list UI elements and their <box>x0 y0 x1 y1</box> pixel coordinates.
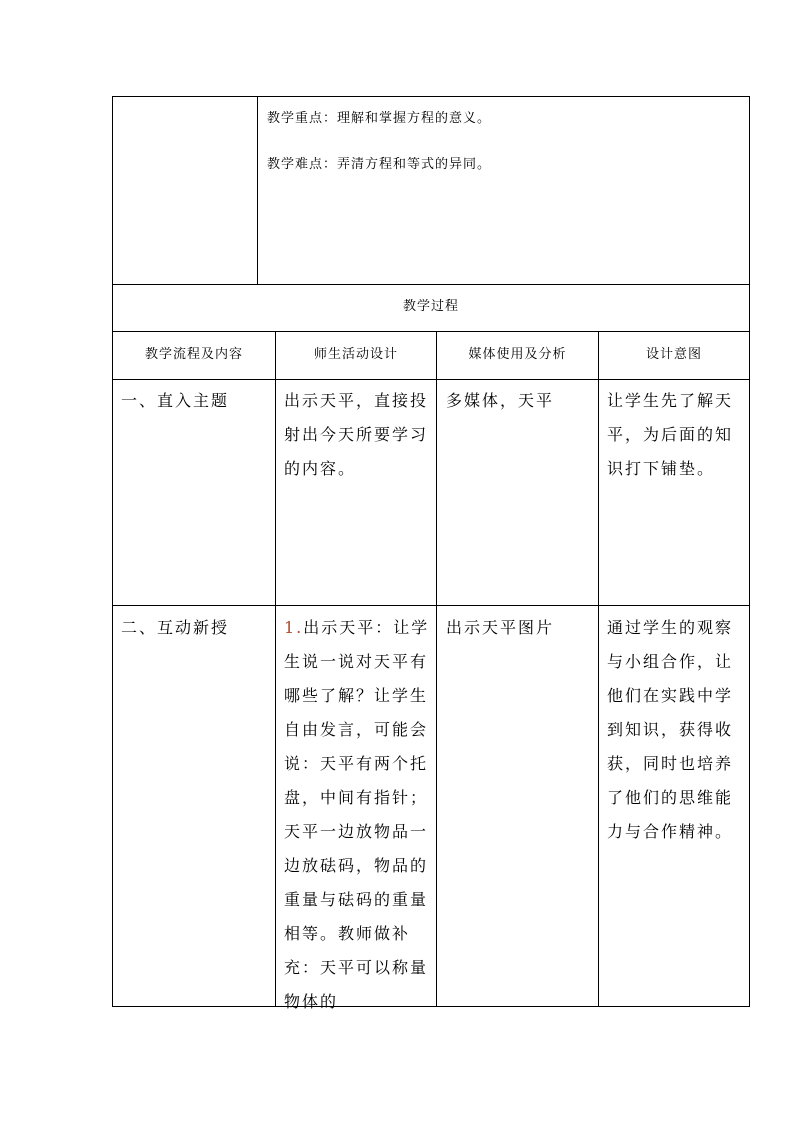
divider-objectives-bottom <box>113 284 749 285</box>
divider-title-bottom <box>113 331 749 332</box>
header-activity: 师生活动设计 <box>313 347 398 362</box>
lesson-plan-table <box>112 96 750 1011</box>
row2-activity-number: 1. <box>284 618 304 637</box>
row1-stage: 一、直入主题 <box>121 391 230 410</box>
row2-activity-cell <box>284 611 432 1019</box>
row2-stage: 二、互动新授 <box>121 618 230 637</box>
divider-col3 <box>598 331 599 1006</box>
row1-media: 多媒体，天平 <box>446 391 555 410</box>
divider-row1-bottom <box>113 605 749 606</box>
section-title: 教学过程 <box>402 299 459 314</box>
objectives-cell <box>267 109 737 175</box>
divider-top-left <box>257 97 258 284</box>
header-media: 媒体使用及分析 <box>468 347 567 362</box>
difficult-point-text: 教学难点：弄清方程和等式的异同。 <box>267 157 492 172</box>
row2-media: 出示天平图片 <box>446 618 555 637</box>
header-process: 教学流程及内容 <box>144 347 243 362</box>
header-intent: 设计意图 <box>645 347 702 362</box>
key-point-text: 教学重点：理解和掌握方程的意义。 <box>267 111 492 126</box>
divider-col2 <box>436 331 437 1006</box>
divider-header-bottom <box>113 379 749 380</box>
row2-intent: 通过学生的观察与小组合作，让他们在实践中学到知识，获得收获，同时也培养了他们的思维能力与合作精神。 <box>607 618 734 841</box>
row1-intent: 让学生先了解天平，为后面的知识打下铺垫。 <box>607 391 734 478</box>
row2-activity-text: 出示天平：让学生说一说对天平有哪些了解？让学生自由发言，可能会说：天平有两个托盘，中间有指针；天平一边放物品一边放砝码，物品的重量与砝码的重量相等。教师做补充：天平可以称量物体的 <box>284 618 430 1011</box>
row1-activity: 出示天平，直接投射出今天所要学习的内容。 <box>284 391 429 478</box>
divider-col1 <box>275 331 276 1006</box>
